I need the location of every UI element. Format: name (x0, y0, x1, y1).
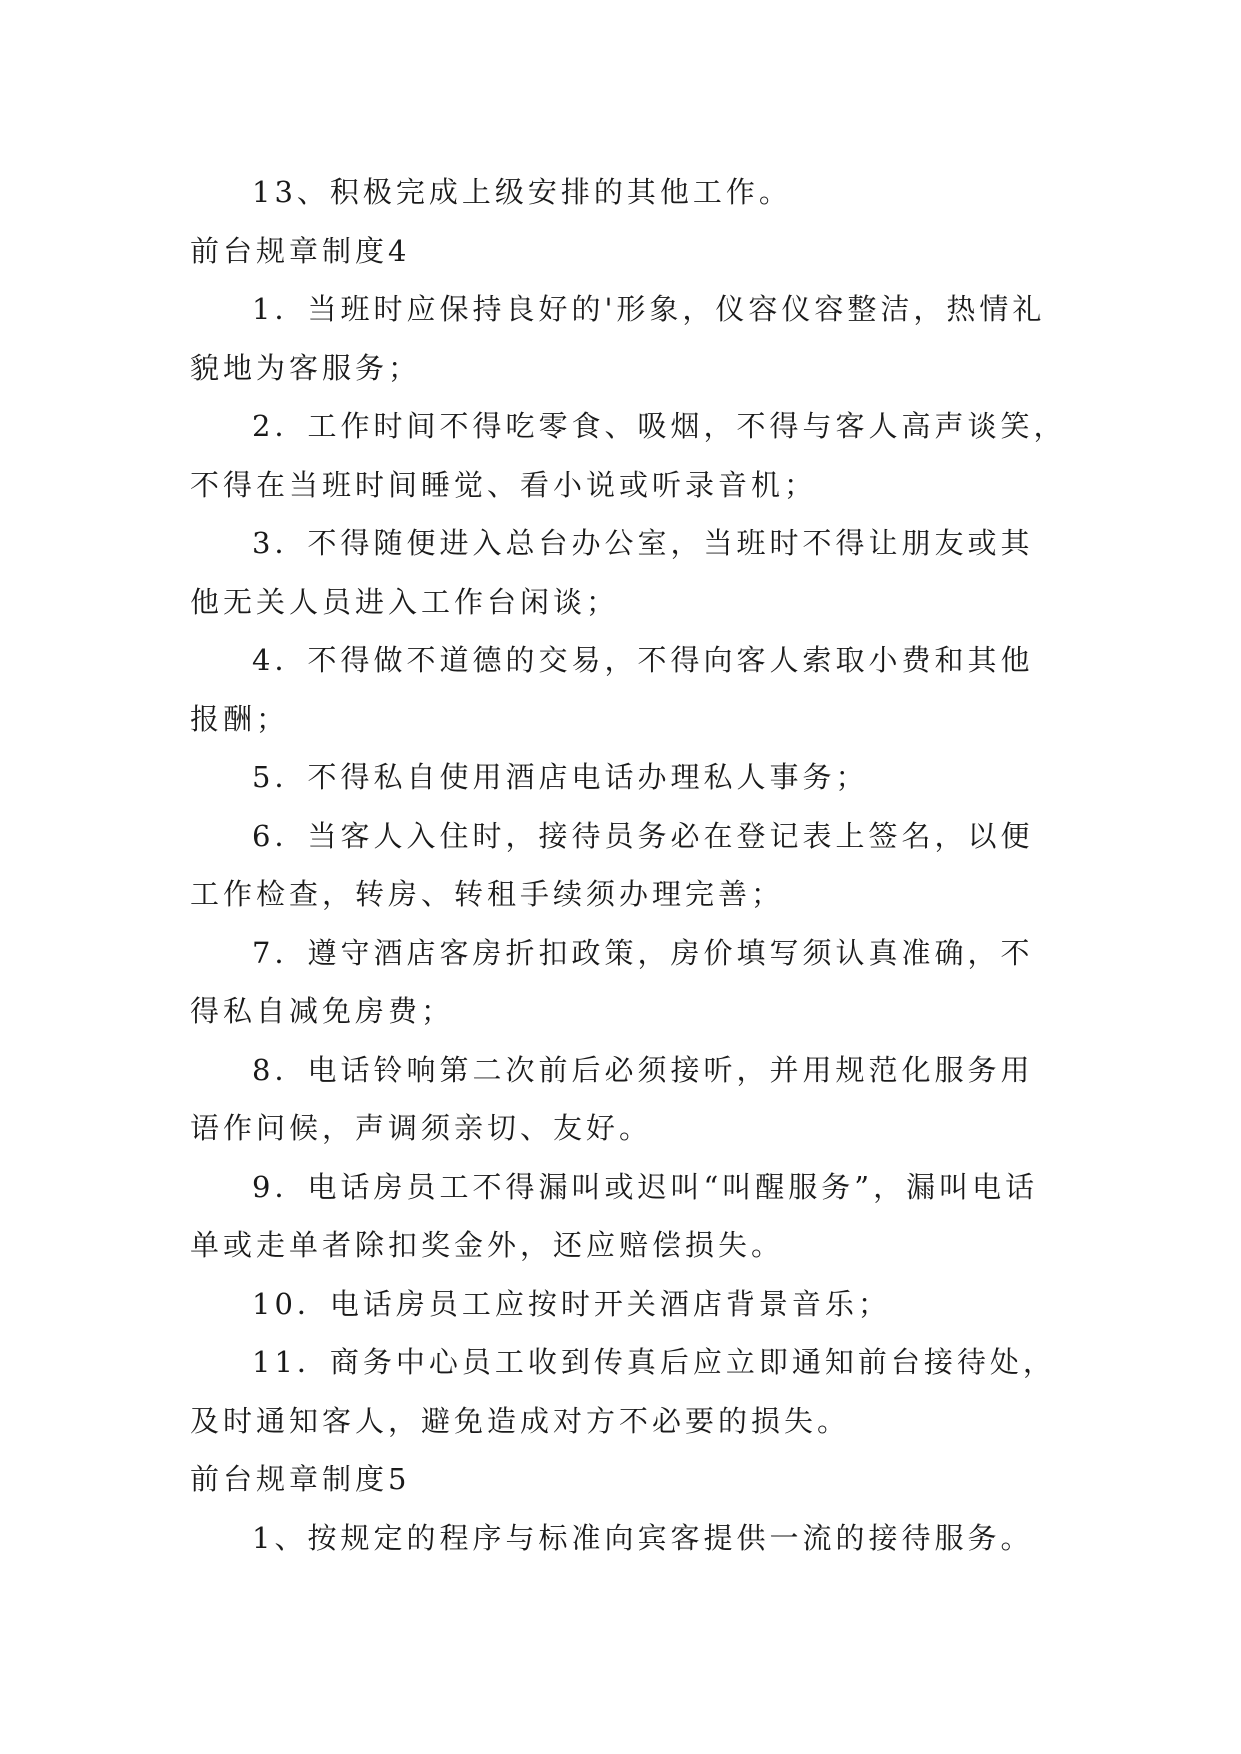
text-line: 得私自减免房费； (190, 994, 455, 1028)
text-line: 1、按规定的程序与标准向宾客提供一流的接待服务。 (252, 1520, 1034, 1555)
text-line: 工作检查，转房、转租手续须办理完善； (190, 877, 785, 911)
text-line: 9．电话房员工不得漏叫或迟叫“叫醒服务”，漏叫电话 (252, 1169, 1039, 1204)
text-line: 8．电话铃响第二次前后必须接听，并用规范化服务用 (252, 1052, 1034, 1087)
text-line: 单或走单者除扣奖金外，还应赔偿损失。 (190, 1228, 785, 1262)
text-line: 1．当班时应保持良好的'形象，仪容仪容整洁，热情礼 (252, 292, 1046, 326)
text-line: 语作问候，声调须亲切、友好。 (190, 1111, 653, 1145)
text-line: 报酬； (190, 701, 290, 736)
text-line: 13、积极完成上级安排的其他工作。 (252, 175, 792, 209)
text-line: 他无关人员进入工作台闲谈； (190, 584, 620, 619)
document-page (190, 163, 1067, 1567)
text-line: 3．不得随便进入总台办公室，当班时不得让朋友或其 (252, 526, 1034, 560)
text-line: 10．电话房员工应按时开关酒店背景音乐； (252, 1286, 891, 1321)
section-heading: 前台规章制度5 (190, 1462, 411, 1496)
text-line: 2．工作时间不得吃零食、吸烟，不得与客人高声谈笑， (252, 409, 1067, 443)
text-line: 11．商务中心员工收到传真后应立即通知前台接待处， (252, 1345, 1056, 1379)
section-heading: 前台规章制度4 (190, 233, 411, 268)
text-line: 4．不得做不道德的交易，不得向客人索取小费和其他 (252, 643, 1034, 677)
text-line: 7．遵守酒店客房折扣政策，房价填写须认真准确，不 (252, 935, 1034, 970)
text-line: 6．当客人入住时，接待员务必在登记表上签名，以便 (252, 818, 1034, 853)
text-line: 5．不得私自使用酒店电话办理私人事务； (252, 760, 869, 794)
text-line: 及时通知客人，避免造成对方不必要的损失。 (190, 1403, 851, 1438)
text-line: 不得在当班时间睡觉、看小说或听录音机； (190, 467, 818, 502)
text-line: 貌地为客服务； (190, 350, 422, 385)
